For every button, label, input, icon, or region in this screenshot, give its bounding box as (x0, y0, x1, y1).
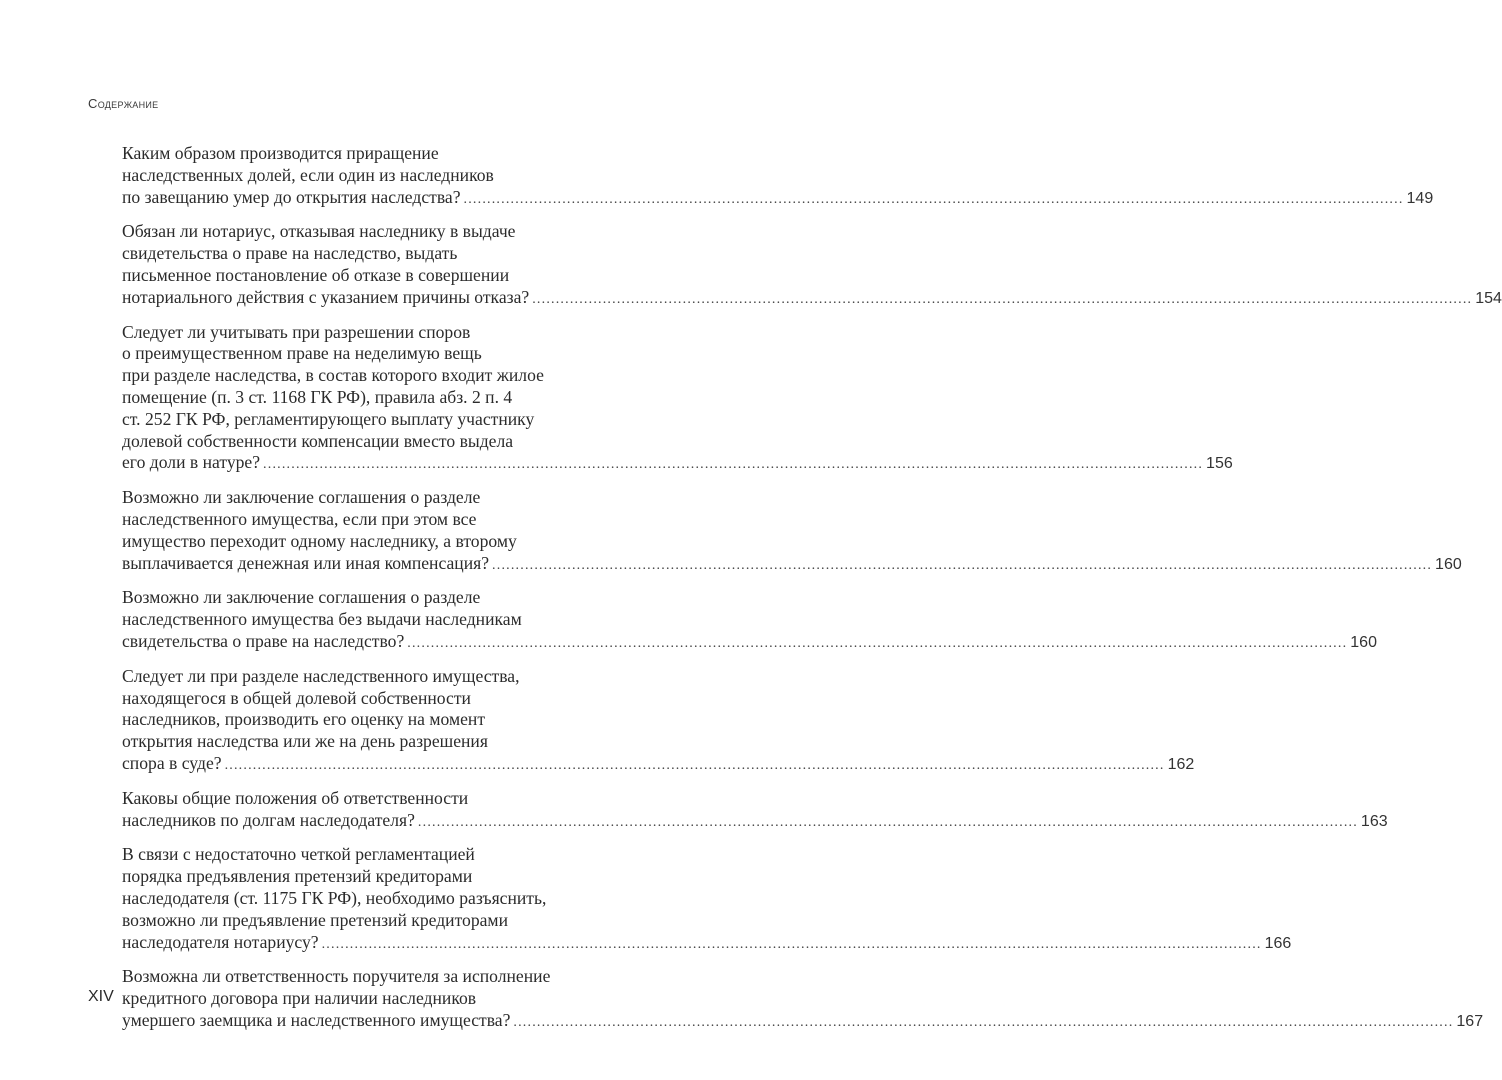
toc-entry-text-line: свидетельства о праве на наследство? (122, 630, 405, 651)
toc-entry-page-number: 156 (1206, 455, 1233, 473)
leader-dots: ........................................................................................................................................................................................................ (417, 814, 1358, 830)
toc-entry[interactable] (122, 487, 1462, 574)
toc-entry-page-number: 160 (1350, 633, 1377, 651)
toc-entry[interactable] (122, 844, 1292, 953)
toc-entry-text-line: его доли в натуре? (122, 452, 261, 473)
toc-entry-text-line: выплачивается денежная или иная компенсация? (122, 552, 490, 573)
toc-entry-text-line: находящегося в общей долевой собственности (122, 687, 471, 708)
toc-entry-text-line: Возможно ли заключение соглашения о разделе (122, 487, 481, 508)
leader-dots: ........................................................................................................................................................................................................ (263, 457, 1204, 473)
toc-entry-text-line: В связи с недостаточно четкой регламентацией (122, 844, 475, 865)
toc-entry-last-line (122, 552, 1462, 575)
toc-entry-last-line (122, 752, 1195, 775)
toc-entry[interactable] (122, 587, 1377, 652)
toc-entry-text-line: свидетельства о праве на наследство, выдать (122, 243, 458, 264)
toc-entry[interactable] (122, 321, 1233, 475)
toc-entry-text-line: спора в суде? (122, 752, 222, 773)
toc-entry[interactable] (122, 787, 1388, 832)
toc-entry-text-line: наследников по долгам наследодателя? (122, 809, 415, 830)
toc-entry-text-line: кредитного договора при наличии наследников (122, 988, 477, 1009)
toc-entry[interactable] (122, 221, 1502, 308)
toc-entry-text-line: наследственных долей, если один из наследников (122, 164, 494, 185)
toc-entry-page-number: 163 (1360, 812, 1388, 830)
toc-entry-text-line: Возможно ли заключение соглашения о разделе (122, 587, 481, 608)
leader-dots: ........................................................................................................................................................................................................ (513, 1014, 1454, 1030)
toc-entry-text-line: Каковы общие положения об ответственности (122, 787, 469, 808)
toc-entry-text-line: открытия наследства или же на день разрешения (122, 731, 488, 752)
toc-entry-text-line: наследодателя (ст. 1175 ГК РФ), необходимо разъяснить, (122, 887, 547, 908)
toc-entry-last-line (122, 630, 1377, 653)
toc-entry-page-number: 166 (1264, 934, 1292, 952)
toc-entry-text-line: по завещанию умер до открытия наследства? (122, 186, 461, 207)
toc-entry[interactable] (122, 966, 1484, 1031)
leader-dots: ........................................................................................................................................................................................................ (463, 191, 1404, 207)
leader-dots: ........................................................................................................................................................................................................ (407, 635, 1348, 651)
leader-dots: ........................................................................................................................................................................................................ (321, 936, 1262, 952)
toc-entry-text-line: имущество переходит одному наследнику, а второму (122, 530, 517, 551)
toc-entry-page-number: 167 (1456, 1012, 1484, 1030)
toc-entry-text-line: Каким образом производится приращение (122, 143, 439, 163)
leader-dots: ........................................................................................................................................................................................................ (492, 557, 1433, 573)
leader-dots: ........................................................................................................................................................................................................ (532, 291, 1473, 307)
toc-entry-text-line: долевой собственности компенсации вместо выдела (122, 430, 514, 451)
toc-entry-text-line: письменное постановление об отказе в совершении (122, 264, 510, 285)
toc-entry-last-line (122, 931, 1292, 954)
toc-entry[interactable] (122, 143, 1434, 208)
toc-entry-last-line (122, 286, 1502, 309)
toc-entry-text-line: помещение (п. 3 ст. 1168 ГК РФ), правила абз. 2 п. 4 (122, 386, 513, 407)
toc-entry-text-line: Следует ли при разделе наследственного имущества, (122, 665, 520, 686)
toc-entry-text-line: ст. 252 ГК РФ, регламентирующего выплату участнику (122, 408, 535, 429)
toc-entry-last-line (122, 809, 1388, 832)
toc-entry-text-line: возможно ли предъявление претензий кредиторами (122, 909, 508, 930)
toc-entry-text-line: Следует ли учитывать при разрешении споров (122, 321, 471, 342)
toc-entry-page-number: 162 (1167, 755, 1195, 773)
toc-entry[interactable] (122, 665, 1195, 775)
toc-entry-page-number: 149 (1406, 189, 1434, 207)
toc-entry-text-line: Возможна ли ответственность поручителя за исполнение (122, 966, 551, 987)
toc-entry-text-line: Обязан ли нотариус, отказывая наследнику в выдаче (122, 221, 516, 242)
toc-entry-text-line: наследственного имущества, если при этом все (122, 508, 477, 529)
running-head: Содержание (88, 96, 159, 111)
toc-entry-text-line: нотариального действия с указанием причины отказа? (122, 286, 530, 307)
leader-dots: ........................................................................................................................................................................................................ (224, 757, 1165, 773)
toc-entry-last-line (122, 186, 1434, 209)
table-of-contents (122, 143, 1502, 1045)
page-number: XIV (88, 988, 114, 1005)
toc-entry-last-line (122, 1009, 1484, 1032)
toc-entry-last-line (122, 452, 1233, 474)
toc-entry-text-line: порядка предъявления претензий кредиторами (122, 866, 473, 887)
toc-entry-page-number: 160 (1435, 555, 1462, 573)
toc-entry-text-line: наследодателя нотариусу? (122, 931, 319, 952)
toc-entry-text-line: умершего заемщика и наследственного имущества? (122, 1009, 511, 1030)
toc-entry-text-line: наследственного имущества без выдачи наследникам (122, 609, 522, 630)
toc-entry-text-line: наследников, производить его оценку на момент (122, 709, 486, 730)
toc-entry-text-line: о преимущественном праве на неделимую вещь (122, 343, 482, 364)
toc-entry-text-line: при разделе наследства, в состав которого входит жилое (122, 365, 544, 386)
toc-entry-page-number: 154 (1475, 289, 1502, 307)
